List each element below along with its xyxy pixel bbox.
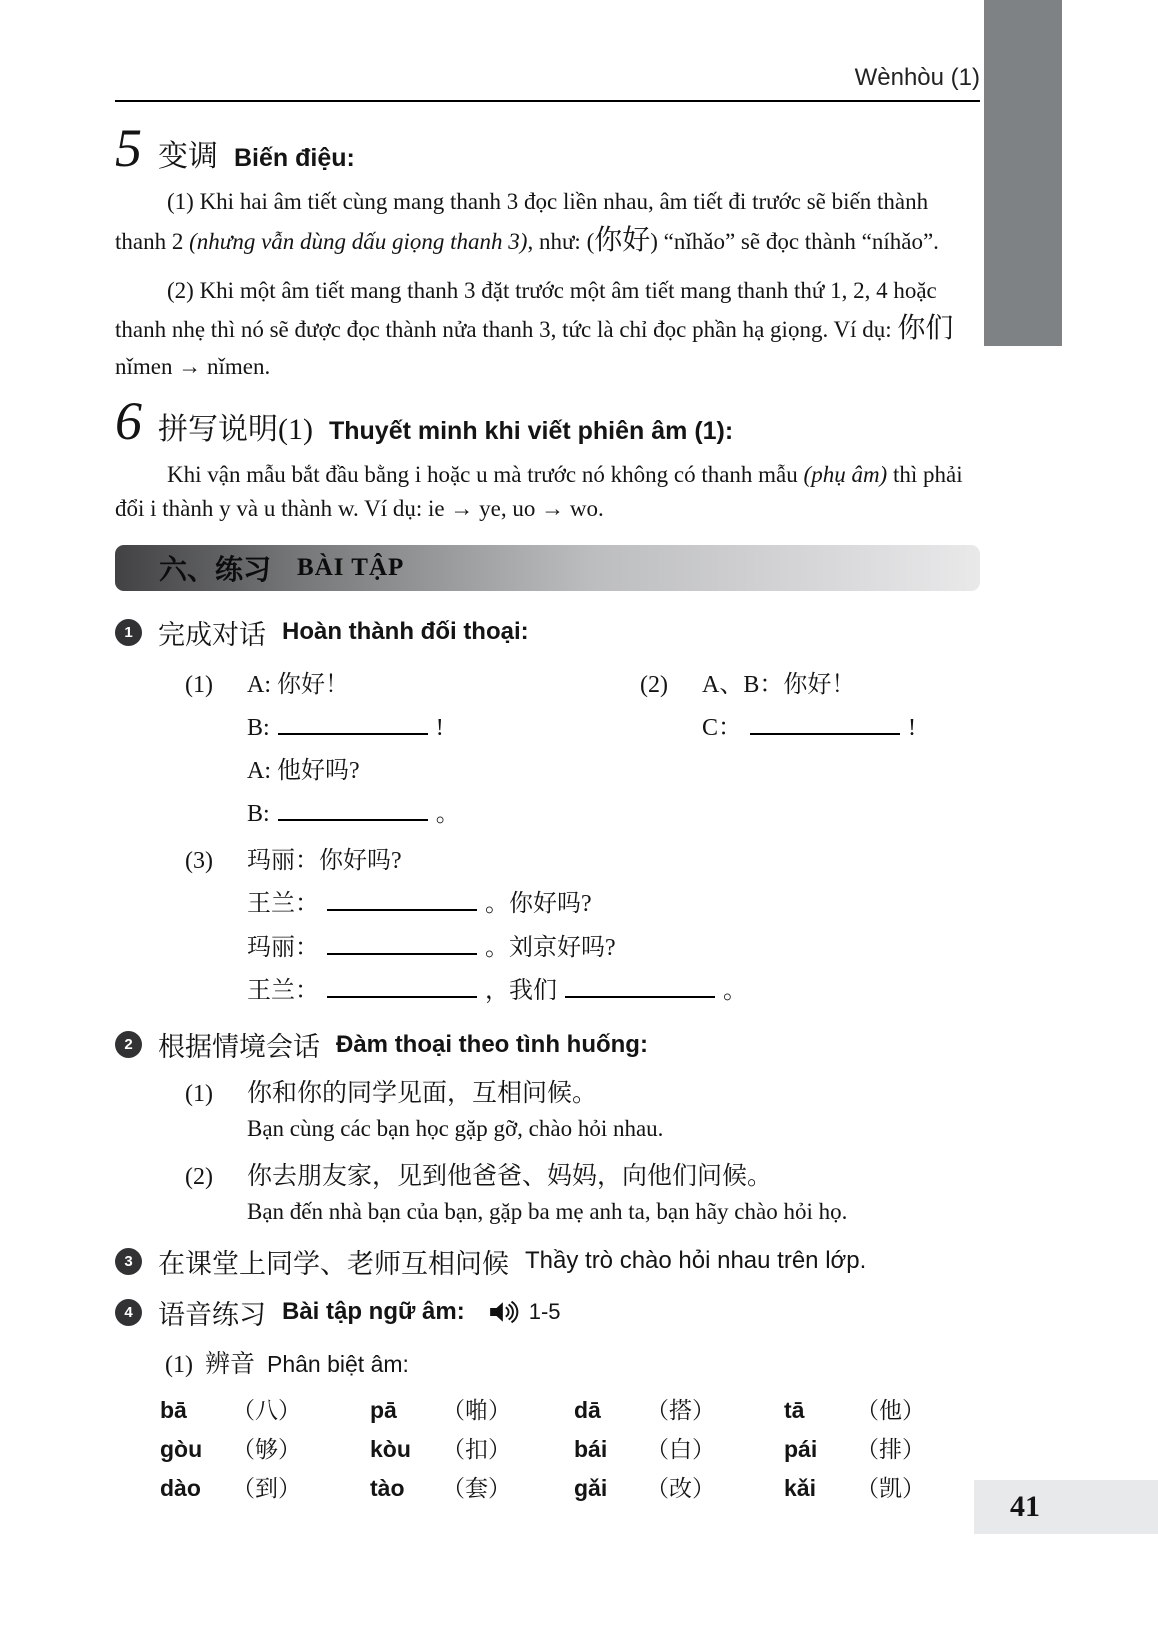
dialog-line	[247, 927, 747, 970]
text-run: nǐmen → nǐmen.	[115, 354, 271, 379]
dialog-line	[702, 707, 916, 750]
exercise-2-title-vi: Đàm thoại theo tình huống:	[336, 1030, 648, 1058]
exercise-1-bullet: 1	[115, 619, 142, 646]
practice-section-bar	[115, 545, 980, 591]
section-5-paragraph-2	[115, 274, 980, 385]
section-5-paragraph-1	[115, 185, 980, 262]
dialog-text: A、B：你好！	[702, 671, 856, 698]
page-number: 41	[1010, 1490, 1040, 1523]
section-5-title-zh: 变调	[158, 140, 218, 173]
hanzi-cell: （啪）	[442, 1397, 511, 1423]
hanzi-cell: （套）	[442, 1475, 511, 1501]
chinese-inline: 你们	[897, 313, 954, 344]
section-6-title-zh: 拼写说明(1)	[158, 412, 313, 446]
dialog-line	[247, 840, 747, 883]
pinyin-cell: gǎi	[574, 1474, 608, 1501]
answer-blank	[750, 711, 900, 735]
pinyin-cell: tā	[784, 1396, 805, 1423]
speaker-icon	[489, 1299, 519, 1325]
dialog-line	[702, 664, 916, 707]
dialog-text: B:	[247, 714, 270, 741]
hanzi-cell: （扣）	[442, 1436, 511, 1462]
lesson-tab-label: BÀI 1	[1088, 202, 1121, 294]
section-5-heading	[115, 118, 980, 178]
hanzi-cell: （他）	[856, 1397, 925, 1423]
pinyin-cell: kòu	[370, 1435, 411, 1462]
pinyin-cell: bā	[160, 1396, 187, 1423]
item-label: (3)	[185, 848, 213, 875]
exercise-2-bullet: 2	[115, 1031, 142, 1058]
dialog-text: 王兰：	[247, 891, 319, 918]
text-run: Khi vận mẫu bắt đầu bằng i hoặc u mà trước nó không có thanh mẫu	[167, 461, 804, 487]
hanzi-cell: （白）	[646, 1436, 715, 1462]
situation-zh: 你和你的同学见面，互相问候。	[247, 1080, 598, 1107]
dialog-text: 王兰：	[247, 977, 319, 1004]
answer-blank	[278, 797, 428, 821]
dialog-text: C：	[702, 714, 743, 741]
exercise-4-heading	[115, 1293, 980, 1332]
sub-item-label: (1)	[165, 1351, 193, 1378]
audio-track-range: 1-5	[528, 1299, 561, 1324]
section-5-title-vi: Biến điệu:	[234, 144, 355, 172]
item-label: (1)	[185, 1081, 213, 1107]
answer-blank	[327, 974, 477, 998]
exercise-1-heading	[115, 613, 980, 652]
dialog-text: B:	[247, 801, 270, 828]
pinyin-cell: pái	[784, 1435, 818, 1462]
section-6-heading	[115, 390, 980, 451]
running-head	[115, 64, 980, 100]
exercise-2-heading	[115, 1025, 980, 1064]
exercise-4-title-vi: Bài tập ngữ âm:	[282, 1298, 465, 1325]
exercise-1-title-zh: 完成对话	[158, 619, 266, 650]
hanzi-cell: （八）	[232, 1397, 301, 1423]
pinyin-cell: tào	[370, 1474, 405, 1501]
pinyin-cell: bái	[574, 1435, 608, 1462]
dialog-line	[247, 664, 460, 707]
dialog-text: A: 你好！	[247, 671, 349, 698]
page-number-box	[974, 1480, 1158, 1534]
text-run: (1) Khi hai âm tiết cùng mang thanh 3 đọc liền nhau, âm tiết đi trước sẽ biến thành thanh 2	[115, 189, 929, 254]
sub-item-zh: 辨音	[204, 1350, 255, 1378]
pinyin-cell: gòu	[160, 1435, 203, 1462]
dialog-text: 。	[723, 977, 747, 1004]
dialog-text: 。	[435, 801, 460, 828]
item-label: (1)	[185, 671, 213, 698]
header-rule	[115, 100, 980, 102]
exercise-4-bullet: 4	[115, 1299, 142, 1326]
exercise-2-item-1	[185, 1076, 980, 1147]
exercise-3-title-vi: Thầy trò chào hỏi nhau trên lớp.	[525, 1247, 867, 1274]
exercise-3-title-zh: 在课堂上同学、老师互相问候	[158, 1248, 509, 1279]
section-6-paragraph	[115, 458, 980, 527]
exercise-4-title-zh: 语音练习	[158, 1299, 266, 1330]
hanzi-cell: （改）	[646, 1475, 715, 1501]
chinese-inline: 你好	[594, 224, 651, 256]
practice-bar-vi: BÀI TẬP	[297, 553, 405, 581]
hanzi-cell: （排）	[856, 1436, 925, 1462]
section-6-number: 6	[115, 390, 142, 451]
situation-vi: Bạn đến nhà bạn của bạn, gặp ba mẹ anh ta, bạn hãy chào hỏi họ.	[247, 1199, 848, 1224]
dialog-text: A: 他好吗?	[247, 757, 360, 784]
exercise-1-title-vi: Hoàn thành đối thoại:	[282, 618, 529, 645]
exercise-3-bullet: 3	[115, 1248, 142, 1275]
dialog-text: 。你好吗?	[485, 891, 592, 918]
text-run: thì phải đổi i thành y và u thành w. Ví dụ: ie → ye, uo → wo.	[115, 461, 963, 521]
hanzi-cell: （凯）	[856, 1475, 925, 1501]
exercise-2-item-2	[185, 1159, 980, 1230]
text-run: , như: (	[527, 228, 595, 254]
pinyin-cell: kǎi	[784, 1474, 816, 1501]
text-run: ) “nǐhǎo” sẽ đọc thành “níhǎo”.	[650, 228, 939, 254]
answer-blank	[565, 974, 715, 998]
section-5-number: 5	[115, 118, 142, 178]
practice-bar-zh: 六、练习	[159, 554, 272, 586]
dialog-item-2	[640, 664, 916, 750]
dialog-text: !	[908, 714, 917, 741]
dialog-line	[247, 970, 747, 1013]
running-head-title: Wènhòu (1)	[854, 64, 980, 91]
situation-zh: 你去朋友家，见到他爸爸、妈妈，向他们问候。	[247, 1162, 773, 1190]
sub-item-vi: Phân biệt âm:	[267, 1350, 409, 1377]
answer-blank	[278, 711, 428, 735]
hanzi-cell: （够）	[232, 1436, 301, 1462]
exercise-4-sub-heading	[165, 1344, 980, 1380]
situation-vi: Bạn cùng các bạn học gặp gỡ, chào hỏi nhau.	[247, 1116, 664, 1142]
answer-blank	[327, 887, 477, 911]
dialog-text: 。刘京好吗?	[485, 934, 616, 961]
pinyin-discrimination-table	[160, 1392, 980, 1503]
pinyin-cell: pā	[370, 1396, 397, 1423]
dialog-text: 玛丽：你好吗?	[247, 848, 402, 875]
dialog-text: !	[435, 714, 444, 741]
item-label: (2)	[185, 1163, 213, 1190]
section-6-title-vi: Thuyết minh khi viết phiên âm (1):	[328, 416, 734, 445]
hanzi-cell: （到）	[232, 1475, 301, 1501]
pinyin-cell: dào	[160, 1474, 201, 1501]
exercise-2-title-zh: 根据情境会话	[158, 1032, 320, 1062]
answer-blank	[327, 931, 477, 955]
text-run: (2) Khi một âm tiết mang thanh 3 đặt trước một âm tiết mang thanh thứ 1, 2, 4 hoặc thanh nhẹ thì nó sẽ được đọc thành nửa thanh 3, tức là chỉ đọc phần hạ giọng. Ví dụ:	[115, 277, 937, 342]
dialog-item-3	[185, 840, 980, 1013]
page-content	[115, 64, 980, 1503]
dialog-line	[247, 707, 460, 750]
pinyin-cell: dā	[574, 1396, 601, 1423]
dialog-line	[247, 883, 747, 926]
text-run-italic: (phụ âm)	[803, 461, 888, 487]
dialog-line	[247, 793, 460, 836]
item-label: (2)	[640, 671, 668, 698]
dialog-text: ，我们	[485, 977, 557, 1004]
exercise-1-body	[185, 664, 980, 1014]
dialog-text: 玛丽：	[247, 934, 319, 961]
hanzi-cell: （搭）	[646, 1397, 715, 1423]
lesson-side-tab	[984, 0, 1121, 346]
text-run-italic: (nhưng vẫn dùng dấu giọng thanh 3)	[189, 228, 528, 254]
audio-indicator	[489, 1299, 561, 1325]
exercise-3-heading	[115, 1242, 980, 1281]
dialog-line	[247, 750, 460, 793]
dialog-item-1	[185, 664, 640, 837]
